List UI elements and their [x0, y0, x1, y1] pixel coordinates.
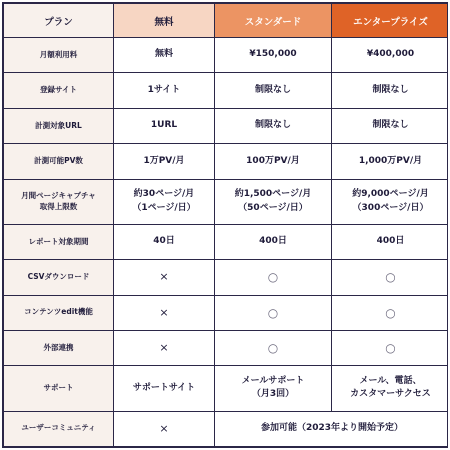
row-label-text: ユーザーコミュニティ [21, 423, 96, 433]
cell-text: 約9,000ページ/月 [352, 189, 429, 200]
row-label-registered-sites [4, 73, 114, 108]
row-label-support [4, 366, 114, 411]
header-standard-plan: スタンダード [215, 4, 332, 38]
cell-enterprise-measurable-pv [332, 144, 449, 179]
cell-standard-content-edit [215, 295, 332, 330]
row-label-text: 取得上限数 [39, 201, 78, 211]
row-label-text: 外部連携 [43, 342, 74, 352]
table-row-user-community [4, 411, 449, 446]
cell-text: ¥400,000 [366, 49, 415, 60]
cell-standard-monthly-fee [215, 38, 332, 73]
cell-text: 約1,500ページ/月 [234, 189, 312, 200]
cell-free-registered-sites [114, 73, 215, 108]
cell-free-content-edit [114, 295, 215, 330]
cell-text: メールサポート [241, 375, 305, 386]
cell-enterprise-support [332, 366, 449, 411]
row-label-measurable-pv [4, 144, 114, 179]
row-label-text: 登録サイト [40, 85, 77, 95]
row-label-csv-download [4, 260, 114, 295]
row-label-text: サポート [43, 383, 74, 393]
cross-mark-icon: × [159, 270, 169, 284]
row-label-monthly-fee [4, 38, 114, 73]
header-plan: プラン [4, 4, 114, 38]
cell-paid-user-community [215, 411, 449, 446]
cell-text: 制限なし [372, 120, 409, 131]
circle-mark-icon: ○ [267, 341, 279, 356]
table-row-page-capture-limit [4, 179, 449, 224]
cell-standard-page-capture-limit [215, 179, 332, 224]
cell-text: （50ページ/日） [238, 202, 308, 213]
cell-standard-registered-sites [215, 73, 332, 108]
cell-standard-tracked-urls [215, 108, 332, 143]
cell-text: 400日 [259, 236, 287, 247]
cell-enterprise-report-period [332, 224, 449, 259]
cell-standard-measurable-pv [215, 144, 332, 179]
cell-standard-report-period [215, 224, 332, 259]
row-label-text: 計測対象URL [35, 120, 82, 130]
cell-text: 制限なし [254, 84, 291, 95]
table-row-tracked-urls [4, 108, 449, 143]
circle-mark-icon: ○ [385, 341, 396, 356]
cell-enterprise-tracked-urls [332, 108, 449, 143]
circle-mark-icon: ○ [267, 270, 279, 285]
cell-standard-csv-download [215, 260, 332, 295]
cross-mark-icon: × [159, 421, 169, 435]
row-label-report-period [4, 224, 114, 259]
table-row-monthly-fee [4, 38, 449, 73]
cell-enterprise-csv-download [332, 260, 449, 295]
row-label-text: コンテンツedit機能 [24, 307, 93, 317]
cell-text: 100万PV/月 [246, 155, 300, 166]
cell-text: （月3回） [251, 389, 295, 400]
cell-text: 制限なし [372, 84, 409, 95]
pricing-comparison-table [3, 3, 448, 447]
table-row-csv-download [4, 260, 449, 295]
cell-enterprise-registered-sites [332, 73, 449, 108]
row-label-text: 月額利用料 [39, 49, 78, 59]
cell-enterprise-content-edit [332, 295, 449, 330]
header-free-plan: 無料 [114, 4, 215, 38]
cell-text: 1サイト [147, 84, 181, 95]
row-label-text: 月間ページキャプチャ [21, 190, 96, 200]
cell-free-report-period [114, 224, 215, 259]
cell-text: 制限なし [254, 120, 291, 131]
cell-enterprise-page-capture-limit [332, 179, 449, 224]
cell-text: 1,000万PV/月 [358, 155, 423, 166]
cell-text: 1万PV/月 [143, 155, 185, 166]
table-row-report-period [4, 224, 449, 259]
cell-free-support [114, 366, 215, 411]
row-label-text: 計測可能PV数 [34, 155, 83, 165]
cell-enterprise-monthly-fee [332, 38, 449, 73]
cell-text: 無料 [154, 49, 173, 60]
cell-text: 約30ページ/月 [133, 189, 195, 200]
cell-text: ¥150,000 [249, 49, 297, 60]
cell-free-user-community [114, 411, 215, 446]
row-label-user-community [4, 411, 114, 446]
cell-free-csv-download [114, 260, 215, 295]
pricing-comparison-table-frame [2, 2, 448, 448]
table-row-content-edit [4, 295, 449, 330]
row-label-external-integration [4, 331, 114, 366]
row-label-text: CSVダウンロード [27, 271, 90, 281]
circle-mark-icon: ○ [385, 270, 396, 285]
cell-free-external-integration [114, 331, 215, 366]
cell-standard-external-integration [215, 331, 332, 366]
cell-text: （300ページ/日） [352, 202, 429, 213]
circle-mark-icon: ○ [267, 305, 279, 320]
cell-text: メール、電話、 [359, 375, 422, 386]
cell-free-tracked-urls [114, 108, 215, 143]
cross-mark-icon: × [159, 305, 169, 319]
cell-text: 1URL [150, 120, 178, 131]
cross-mark-icon: × [159, 340, 169, 354]
cell-text: 400日 [376, 236, 405, 247]
row-label-page-capture-limit [4, 179, 114, 224]
cell-free-monthly-fee [114, 38, 215, 73]
table-row-measurable-pv [4, 144, 449, 179]
cell-text: 参加可能（2023年より開始予定） [260, 423, 404, 434]
cell-text: （1ページ/日） [132, 202, 196, 213]
table-row-registered-sites [4, 73, 449, 108]
cell-free-measurable-pv [114, 144, 215, 179]
cell-standard-support [215, 366, 332, 411]
row-label-text: レポート対象期間 [28, 236, 89, 246]
circle-mark-icon: ○ [385, 305, 396, 320]
row-label-tracked-urls [4, 108, 114, 143]
cell-text: サポートサイト [132, 382, 196, 393]
cell-text: カスタマーサクセス [350, 389, 431, 400]
header-row [4, 4, 449, 38]
row-label-content-edit [4, 295, 114, 330]
cell-enterprise-external-integration [332, 331, 449, 366]
cell-free-page-capture-limit [114, 179, 215, 224]
header-enterprise-plan: エンタープライズ [332, 4, 449, 38]
table-row-external-integration [4, 331, 449, 366]
table-row-support [4, 366, 449, 411]
cell-text: 40日 [153, 236, 175, 247]
